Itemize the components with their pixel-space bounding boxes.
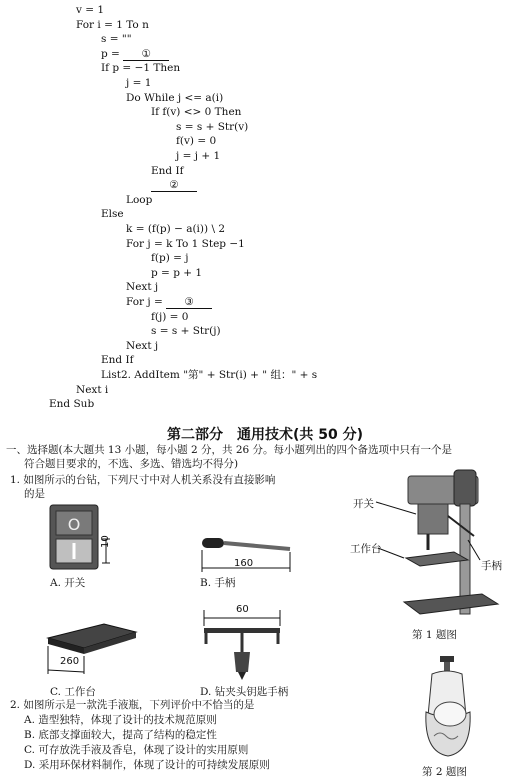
code-line: j = j + 1 (176, 150, 221, 162)
code-line: v = 1 (76, 4, 105, 16)
code-line: If p = −1 Then (101, 62, 181, 75)
code-line: s = s + Str(v) (176, 120, 249, 133)
handle-figure (198, 530, 298, 578)
code-line (126, 296, 212, 309)
code-line: j = 1 (126, 77, 152, 89)
callout-lines (376, 496, 436, 566)
question-2-option-d: D. 采用环保材料制作，体现了设计的可持续发展原则 (24, 759, 270, 771)
option-a-label: A. 开关 (50, 577, 86, 589)
code-line: f(v) = 0 (176, 135, 217, 148)
code-text: For j = (126, 296, 167, 308)
option-d-label: D. 钻夹头钥匙手柄 (200, 686, 289, 698)
fill-in-blank: ② (151, 180, 197, 192)
code-line: If f(v) <> 0 Then (151, 106, 242, 119)
switch-figure (48, 503, 128, 573)
code-text: p = (101, 47, 124, 60)
switch-dimension: 10 (100, 535, 111, 548)
instructions-line2: 符合题目要求的，不选、多选、错选均不得分) (24, 458, 239, 470)
figure-2-caption: 第 2 题图 (422, 766, 467, 778)
code-line: s = s + Str(j) (151, 325, 221, 338)
code-line: Next i (76, 383, 109, 396)
code-line: Loop (126, 193, 153, 206)
code-line: Else (101, 208, 124, 221)
instructions-line1: 一、选择题(本大题共 13 小题，每小题 2 分，共 26 分。每小题列出的四个备选项中只有一个是 (6, 444, 453, 456)
fill-in-blank: ① (123, 49, 169, 61)
code-line: Next j (126, 339, 159, 352)
code-line: f(p) = j (151, 252, 189, 265)
handle-dimension: 160 (234, 558, 254, 569)
question-2-option-a: A. 造型独特，体现了设计的技术规范原则 (24, 714, 217, 726)
figure-worktable-label: 工作台 (350, 543, 382, 555)
figure-1-caption: 第 1 题图 (412, 629, 457, 641)
code-line: For j = k To 1 Step −1 (126, 237, 245, 250)
worktable-figure (44, 618, 144, 680)
code-line: End Sub (49, 398, 95, 411)
chuck-key-figure (198, 606, 288, 682)
section-title: 第二部分 通用技术(共 50 分) (166, 427, 364, 443)
question-2-stem: 2. 如图所示是一款洗手液瓶，下列评价中不恰当的是 (10, 699, 255, 711)
figure-handle-label: 手柄 (481, 560, 502, 572)
code-line: Do While j <= a(i) (126, 91, 224, 104)
fill-in-blank: ③ (166, 297, 212, 309)
question-1-stem-line2: 的是 (24, 488, 45, 500)
question-2-option-b: B. 底部支撑面较大，提高了结构的稳定性 (24, 729, 217, 741)
question-2-option-c: C. 可存放洗手液及香皂，体现了设计的实用原则 (24, 744, 249, 756)
code-line: For i = 1 To n (76, 18, 149, 31)
option-b-label: B. 手柄 (200, 577, 236, 589)
code-line: p = p + 1 (151, 266, 203, 279)
code-line: End If (101, 354, 134, 367)
svg-text:O: O (67, 515, 81, 534)
chuck-key-dimension: 60 (236, 604, 249, 615)
question-1-stem-line1: 1. 如图所示的台钻，下列尺寸中对人机关系没有直接影响 (10, 474, 276, 486)
soap-dispenser-figure (418, 656, 482, 760)
option-c-label: C. 工作台 (50, 686, 96, 698)
code-line: f(j) = 0 (151, 310, 189, 323)
code-line: End If (151, 164, 184, 177)
code-line: s = "" (101, 33, 132, 46)
code-line (151, 179, 197, 192)
code-line: k = (f(p) − a(i)) \ 2 (126, 223, 226, 235)
worktable-dimension: 260 (60, 656, 80, 667)
code-line (101, 48, 169, 61)
figure-switch-label: 开关 (353, 498, 374, 510)
code-line: Next j (126, 281, 159, 294)
code-line: List2. AddItem "第" + Str(i) + " 组：" + s (101, 369, 318, 381)
